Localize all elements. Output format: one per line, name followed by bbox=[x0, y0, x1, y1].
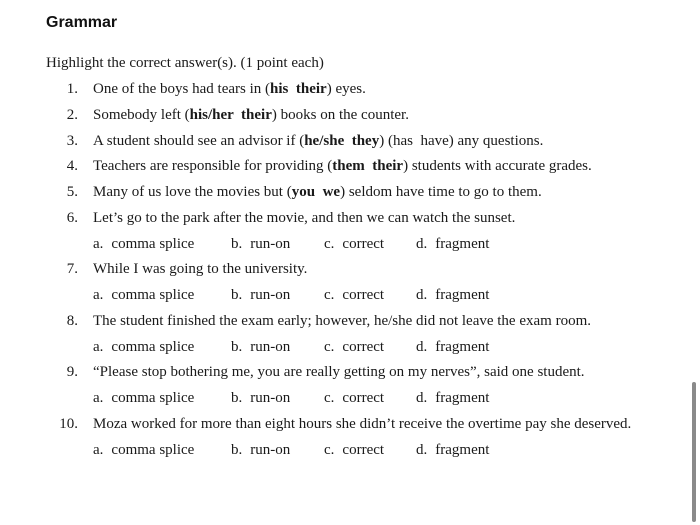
option-letter: a. bbox=[93, 235, 104, 252]
question-text bbox=[93, 183, 542, 201]
question-text bbox=[93, 312, 591, 330]
question-text-segment: Moza worked for more than eight hours she didn’t receive the overtime pay she deserved. bbox=[93, 415, 632, 432]
option-label: run-on bbox=[250, 441, 291, 458]
option-run-on[interactable] bbox=[231, 441, 290, 459]
option-fragment[interactable] bbox=[416, 441, 489, 459]
page-heading: Grammar bbox=[46, 14, 118, 31]
option-letter: d. bbox=[416, 287, 428, 303]
option-letter: d. bbox=[416, 390, 428, 406]
option-letter: c. bbox=[324, 338, 335, 355]
question-text-segment: ) seldom have time to go to them. bbox=[340, 184, 542, 200]
question-list bbox=[60, 80, 690, 466]
option-letter: a. bbox=[93, 441, 104, 458]
option-letter: b. bbox=[231, 235, 243, 252]
answer-options bbox=[60, 389, 690, 415]
option-comma-splice[interactable] bbox=[93, 338, 194, 356]
answer-options bbox=[60, 338, 690, 364]
question-text-segment: Somebody left ( bbox=[93, 106, 190, 123]
question-number: 5. bbox=[66, 184, 78, 200]
option-letter: d. bbox=[416, 235, 428, 252]
option-label: comma splice bbox=[111, 390, 195, 406]
option-label: run-on bbox=[250, 390, 291, 406]
question-item bbox=[60, 260, 690, 286]
option-letter: b. bbox=[231, 287, 243, 303]
question-number: 9. bbox=[66, 364, 78, 381]
option-label: correct bbox=[342, 441, 385, 458]
option-fragment[interactable] bbox=[416, 338, 489, 356]
option-letter: a. bbox=[93, 287, 104, 303]
question-number: 7. bbox=[66, 261, 78, 278]
vertical-scrollbar[interactable] bbox=[692, 382, 696, 522]
option-label: run-on bbox=[250, 235, 291, 252]
question-text bbox=[93, 260, 307, 278]
option-label: correct bbox=[342, 287, 385, 303]
question-item bbox=[60, 132, 690, 158]
option-comma-splice[interactable] bbox=[93, 286, 194, 304]
question-text-segment: ) students with accurate grades. bbox=[403, 158, 592, 175]
option-run-on[interactable] bbox=[231, 286, 290, 304]
question-text-segment: Many of us love the movies but ( bbox=[93, 184, 292, 200]
question-number: 6. bbox=[66, 209, 78, 226]
question-item bbox=[60, 183, 690, 209]
instructions-text: Highlight the correct answer(s). (1 point each) bbox=[46, 55, 324, 71]
option-label: comma splice bbox=[111, 338, 195, 355]
option-correct[interactable] bbox=[324, 389, 384, 407]
option-label: run-on bbox=[250, 338, 291, 355]
answer-options bbox=[60, 235, 690, 261]
question-number: 3. bbox=[66, 132, 78, 149]
option-letter: b. bbox=[231, 338, 243, 355]
question-text bbox=[93, 209, 515, 227]
option-letter: c. bbox=[324, 441, 335, 458]
option-label: fragment bbox=[435, 441, 490, 458]
option-label: fragment bbox=[435, 338, 490, 355]
option-label: fragment bbox=[435, 235, 490, 252]
question-text-segment: Let’s go to the park after the movie, and then we can watch the sunset. bbox=[93, 209, 516, 226]
answer-choices[interactable]: his their bbox=[270, 81, 327, 97]
question-text bbox=[93, 132, 543, 150]
question-text-segment: One of the boys had tears in ( bbox=[93, 81, 271, 97]
option-comma-splice[interactable] bbox=[93, 389, 194, 407]
answer-choices[interactable]: his/her their bbox=[189, 106, 272, 123]
option-label: correct bbox=[342, 390, 385, 406]
option-label: run-on bbox=[250, 287, 291, 303]
answer-options bbox=[60, 441, 690, 467]
question-text-segment: ) (has have) any questions. bbox=[379, 132, 544, 149]
question-text bbox=[93, 415, 631, 433]
option-label: comma splice bbox=[111, 235, 195, 252]
question-text bbox=[93, 106, 409, 124]
question-number: 10. bbox=[59, 415, 78, 432]
option-letter: d. bbox=[416, 441, 428, 458]
answer-choices[interactable]: he/she they bbox=[304, 132, 380, 149]
option-fragment[interactable] bbox=[416, 389, 489, 407]
question-text-segment: The student finished the exam early; however, he/she did not leave the exam room. bbox=[93, 312, 591, 329]
question-item bbox=[60, 80, 690, 106]
option-comma-splice[interactable] bbox=[93, 235, 194, 253]
option-fragment[interactable] bbox=[416, 235, 489, 253]
question-item bbox=[60, 209, 690, 235]
option-correct[interactable] bbox=[324, 441, 384, 459]
question-text-segment: Teachers are responsible for providing ( bbox=[93, 158, 333, 175]
question-text bbox=[93, 157, 592, 175]
question-text bbox=[93, 80, 366, 98]
question-text-segment: ) books on the counter. bbox=[271, 106, 409, 123]
option-letter: d. bbox=[416, 338, 428, 355]
question-text-segment: ) eyes. bbox=[326, 81, 366, 97]
option-comma-splice[interactable] bbox=[93, 441, 194, 459]
option-run-on[interactable] bbox=[231, 338, 290, 356]
option-fragment[interactable] bbox=[416, 286, 489, 304]
question-item bbox=[60, 363, 690, 389]
option-correct[interactable] bbox=[324, 338, 384, 356]
question-item bbox=[60, 415, 690, 441]
option-label: comma splice bbox=[111, 441, 195, 458]
question-item bbox=[60, 106, 690, 132]
option-letter: b. bbox=[231, 441, 243, 458]
option-letter: c. bbox=[324, 235, 335, 252]
option-letter: b. bbox=[231, 390, 243, 406]
question-number: 2. bbox=[66, 106, 78, 123]
option-letter: a. bbox=[93, 338, 104, 355]
question-text bbox=[93, 363, 585, 381]
option-label: fragment bbox=[435, 390, 490, 406]
question-text-segment: A student should see an advisor if ( bbox=[93, 132, 305, 149]
question-item bbox=[60, 312, 690, 338]
answer-options bbox=[60, 286, 690, 312]
option-label: correct bbox=[342, 235, 385, 252]
question-item bbox=[60, 157, 690, 183]
option-letter: a. bbox=[93, 390, 104, 406]
option-label: comma splice bbox=[111, 287, 195, 303]
option-letter: c. bbox=[324, 287, 335, 303]
option-label: fragment bbox=[435, 287, 490, 303]
option-label: correct bbox=[342, 338, 385, 355]
question-number: 8. bbox=[66, 312, 78, 329]
option-letter: c. bbox=[324, 390, 335, 406]
question-text-segment: While I was going to the university. bbox=[93, 261, 308, 278]
option-correct[interactable] bbox=[324, 286, 384, 304]
option-run-on[interactable] bbox=[231, 389, 290, 407]
question-text-segment: “Please stop bothering me, you are really getting on my nerves”, said one student. bbox=[93, 364, 585, 381]
answer-choices[interactable]: them their bbox=[332, 158, 404, 175]
question-number: 4. bbox=[66, 158, 78, 175]
answer-choices[interactable]: you we bbox=[291, 184, 341, 200]
option-correct[interactable] bbox=[324, 235, 384, 253]
question-number: 1. bbox=[66, 81, 78, 97]
option-run-on[interactable] bbox=[231, 235, 290, 253]
